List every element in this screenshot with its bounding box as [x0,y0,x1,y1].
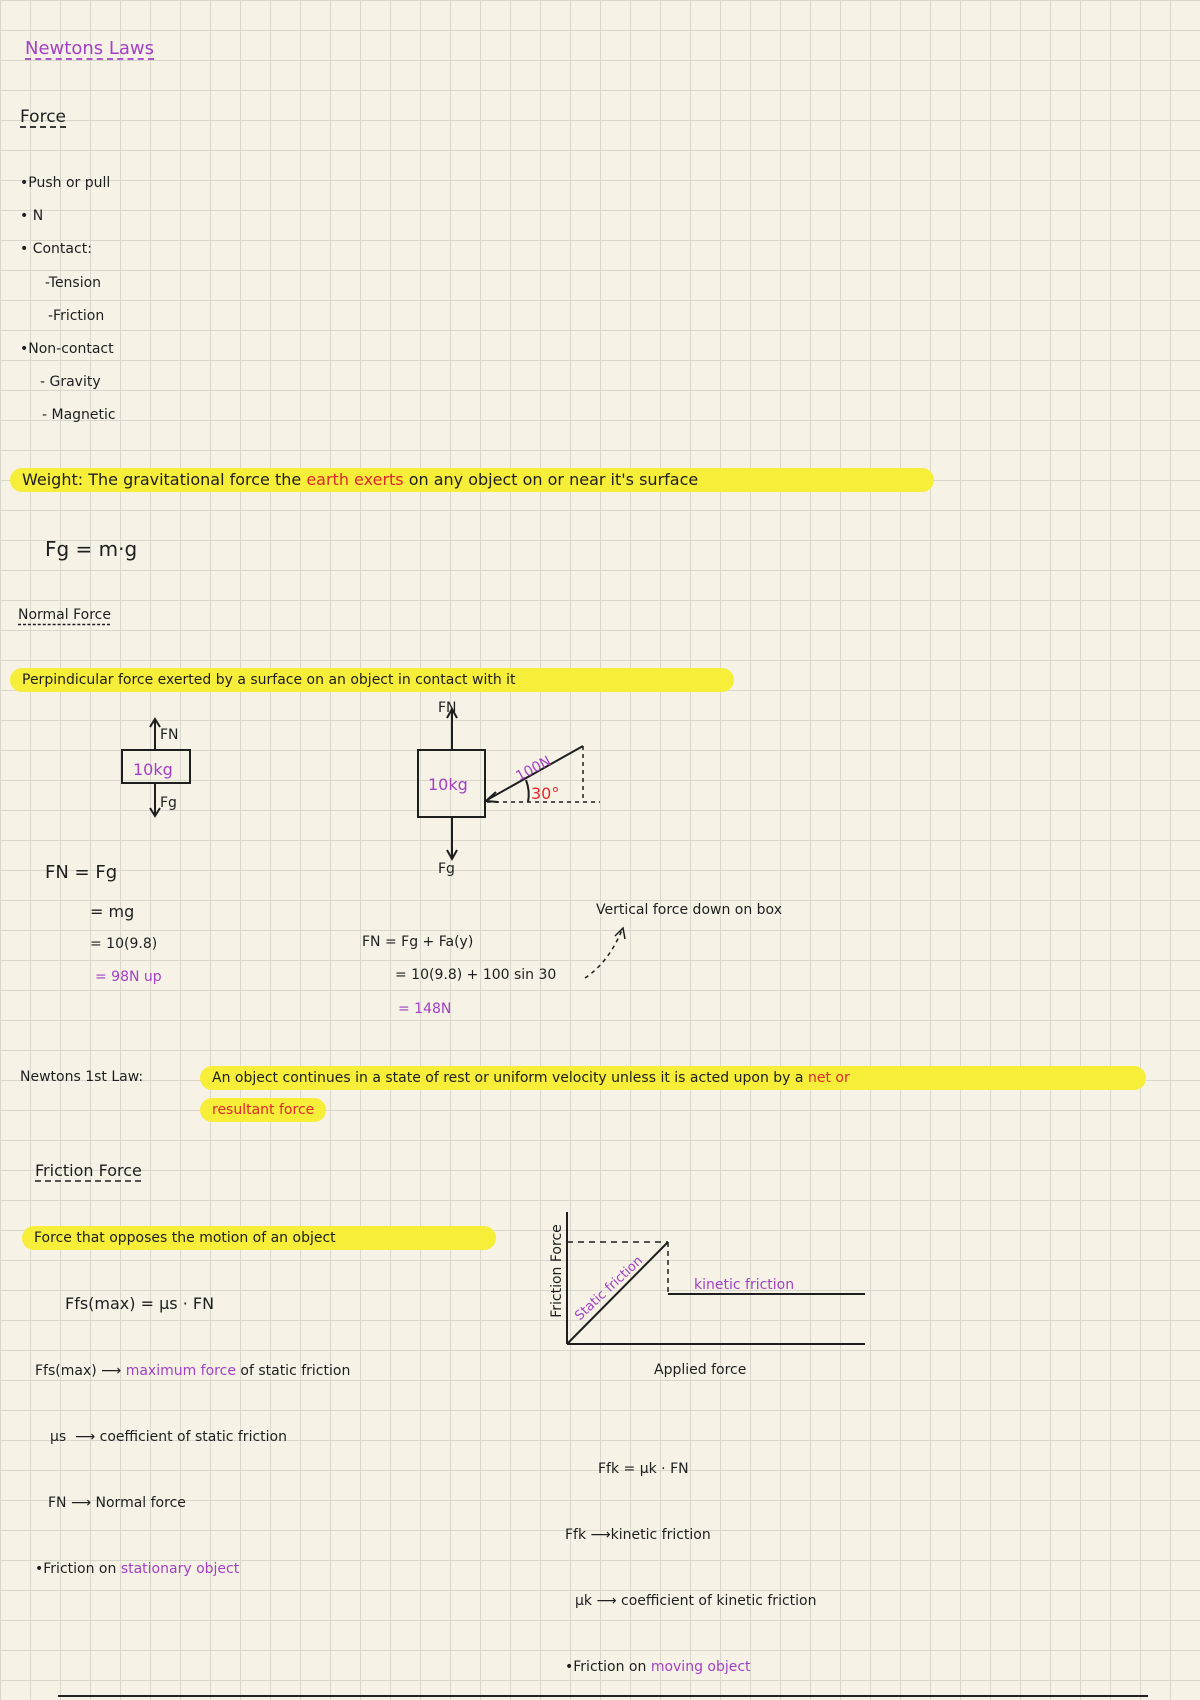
normal-heading: Normal Force [18,607,111,623]
weight-formula: Fg = m·g [45,537,138,561]
weight-definition: Weight: The gravitational force the earth exerts on any object on or near it's surface [10,468,934,492]
vertical-force-note: Vertical force down on box [596,902,782,918]
diagram2-box-label: 10kg [428,775,468,794]
graph-kinetic-label: kinetic friction [694,1277,795,1293]
kinetic-friction-formula: Ffk = μk · FN [598,1461,689,1477]
ffk-definition: Ffk ⟶kinetic friction [565,1527,711,1543]
static-friction-formula: Ffs(max) = μs · FN [65,1294,215,1313]
graph-y-label: Friction Force [548,1224,565,1318]
force-magnetic: - Magnetic [42,407,116,423]
calc1-line1: FN = Fg [45,862,118,883]
normal-definition: Perpindicular force exerted by a surface on an object in contact with it [10,668,734,692]
force-push-pull: •Push or pull [20,175,111,191]
diagram2-fn-label: FN [438,700,457,716]
first-law-definition-cont: resultant force [200,1098,326,1122]
fn-definition: FN ⟶ Normal force [48,1495,186,1511]
force-contact: • Contact: [20,241,92,257]
muk-definition: μk ⟶ coefficient of kinetic friction [575,1593,817,1609]
graph-static-label: Static friction [572,1253,646,1324]
page-title: Newtons Laws [25,38,154,59]
mus-definition: μs ⟶ coefficient of static friction [50,1429,287,1445]
calc1-result: = 98N up [95,969,162,985]
graph-x-label: Applied force [654,1362,747,1378]
friction-heading: Friction Force [35,1161,142,1180]
calc2-result: = 148N [398,1001,452,1017]
diagram2-applied-label: 100N [513,753,554,785]
diagram2-angle-label: 30° [531,784,560,803]
force-heading: Force [20,107,66,127]
diagram1-fn-label: FN [160,727,179,743]
bottom-divider [58,1695,1148,1697]
moving-note: •Friction on moving object [565,1659,751,1675]
calc1-line3: = 10(9.8) [90,936,158,952]
force-noncontact: •Non-contact [20,341,114,357]
calc1-line2: = mg [90,902,135,921]
first-law-label: Newtons 1st Law: [20,1069,144,1085]
ffs-definition: Ffs(max) ⟶ maximum force of static friction [35,1363,351,1379]
force-unit: • N [20,208,44,224]
stationary-note: •Friction on stationary object [35,1561,240,1577]
first-law-definition: An object continues in a state of rest or uniform velocity unless it is acted upon by a net or [200,1066,1146,1090]
note-arrow [580,918,640,998]
diagram1-box-label: 10kg [133,760,173,779]
calc2-line1: FN = Fg + Fa(y) [362,934,474,950]
calc2-line2: = 10(9.8) + 100 sin 30 [395,967,557,983]
diagram1-fg-label: Fg [160,795,177,811]
force-tension: -Tension [45,275,102,291]
force-gravity: - Gravity [40,374,101,390]
diagram2-fg-label: Fg [438,861,455,877]
force-friction: -Friction [48,308,105,324]
friction-definition: Force that opposes the motion of an object [22,1226,496,1250]
